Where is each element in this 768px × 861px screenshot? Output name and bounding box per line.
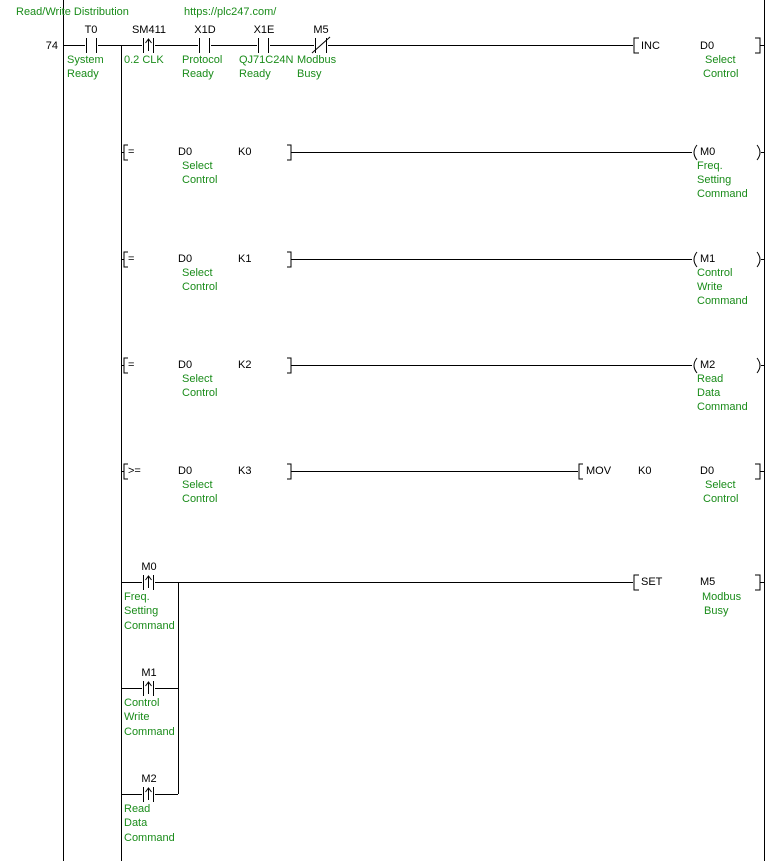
inc-instruction[interactable] — [634, 38, 764, 80]
coil-m1-comment: Control — [697, 267, 733, 279]
contact-x1d[interactable] — [182, 24, 222, 80]
contact-m0-device: M0 — [141, 561, 157, 573]
step-number: 74 — [45, 40, 58, 52]
mov-source: K0 — [638, 465, 652, 477]
coil-m2-device: M2 — [700, 359, 716, 371]
coil-m1-comment: Command — [697, 295, 748, 307]
contact-m2-device: M2 — [141, 773, 157, 785]
compare-device: D0 — [178, 146, 193, 158]
contact-x1e-device: X1E — [253, 24, 275, 36]
coil-m1-comment: Write — [697, 281, 723, 293]
contact-x1e-comment: QJ71C24N — [239, 54, 294, 66]
compare-operator: = — [128, 146, 135, 158]
contact-t0-comment: Ready — [67, 68, 99, 80]
contact-m1-device: M1 — [141, 667, 157, 679]
compare-device-comment: Control — [182, 281, 218, 293]
compare-constant: K0 — [238, 146, 252, 158]
inc-device-comment: Control — [703, 68, 739, 80]
coil-m1-device: M1 — [700, 253, 716, 265]
coil-m0[interactable] — [694, 145, 764, 200]
contact-t0-device: T0 — [84, 24, 98, 36]
contact-m5-comment: Busy — [297, 68, 322, 80]
contact-m1-comment: Write — [124, 711, 150, 723]
compare-row-2[interactable] — [121, 252, 692, 293]
coil-m0-comment: Freq. — [697, 160, 723, 172]
contact-m1-comment: Command — [124, 726, 175, 738]
contact-x1d-device: X1D — [194, 24, 216, 36]
contact-m0[interactable] — [124, 561, 175, 632]
coil-m1[interactable] — [694, 252, 764, 307]
mov-dest: D0 — [700, 465, 715, 477]
contact-m2-comment: Read — [124, 803, 151, 815]
coil-m2-comment: Command — [697, 401, 748, 413]
compare-constant: K3 — [238, 465, 252, 477]
contact-m1-comment: Control — [124, 697, 160, 709]
inc-device-comment: Select — [705, 54, 736, 66]
compare-operator: = — [128, 253, 135, 265]
compare-device-comment: Select — [182, 479, 213, 491]
compare-device: D0 — [178, 359, 193, 371]
coil-m2-comment: Read — [697, 373, 724, 385]
inc-device: D0 — [700, 40, 715, 52]
contact-m5-comment: Modbus — [297, 54, 337, 66]
compare-operator: = — [128, 359, 135, 371]
set-instruction[interactable] — [634, 575, 764, 617]
contact-m0-comment: Command — [124, 620, 175, 632]
compare-device-comment: Select — [182, 267, 213, 279]
compare-row-3[interactable] — [121, 358, 692, 399]
set-device-comment: Modbus — [702, 591, 742, 603]
contact-m0-comment: Setting — [124, 605, 159, 617]
header-comment: Read/Write Distribution — [16, 6, 129, 18]
contact-m2[interactable] — [124, 773, 175, 844]
coil-m0-comment: Setting — [697, 174, 732, 186]
contact-t0[interactable] — [67, 24, 104, 80]
set-device-comment: Busy — [704, 605, 729, 617]
contact-m2-comment: Data — [124, 817, 148, 829]
contact-sm411-device: SM411 — [131, 24, 167, 36]
compare-row-4[interactable] — [121, 464, 578, 505]
coil-m0-comment: Command — [697, 188, 748, 200]
compare-device-comment: Control — [182, 493, 218, 505]
mov-mnemonic: MOV — [586, 465, 612, 477]
compare-device-comment: Select — [182, 160, 213, 172]
set-device: M5 — [700, 576, 716, 588]
contact-m5[interactable] — [297, 24, 337, 80]
contact-m1[interactable] — [124, 667, 175, 738]
compare-device: D0 — [178, 253, 193, 265]
contact-m2-comment: Command — [124, 832, 175, 844]
contact-x1d-comment: Ready — [182, 68, 214, 80]
coil-m2[interactable] — [694, 358, 764, 413]
compare-constant: K1 — [238, 253, 252, 265]
header-link[interactable]: https://plc247.com/ — [184, 6, 277, 18]
compare-device-comment: Control — [182, 174, 218, 186]
contact-x1e-comment: Ready — [239, 68, 271, 80]
compare-constant: K2 — [238, 359, 252, 371]
inc-mnemonic: INC — [641, 40, 660, 52]
compare-device-comment: Select — [182, 373, 213, 385]
contact-m0-comment: Freq. — [124, 591, 150, 603]
coil-m2-comment: Data — [697, 387, 721, 399]
contact-x1e[interactable] — [239, 24, 293, 80]
compare-device-comment: Control — [182, 387, 218, 399]
contact-m5-device: M5 — [313, 24, 329, 36]
parallel-branch-wires — [121, 582, 633, 795]
compare-operator: >= — [128, 465, 141, 477]
contact-sm411-comment: 0.2 CLK — [124, 54, 164, 66]
set-mnemonic: SET — [641, 576, 663, 588]
contact-t0-comment: System — [67, 54, 104, 66]
coil-m0-device: M0 — [700, 146, 716, 158]
mov-dest-comment: Select — [705, 479, 736, 491]
compare-row-1[interactable] — [121, 145, 692, 186]
mov-dest-comment: Control — [703, 493, 739, 505]
mov-instruction[interactable] — [579, 464, 764, 505]
contact-x1d-comment: Protocol — [182, 54, 223, 66]
compare-device: D0 — [178, 465, 193, 477]
